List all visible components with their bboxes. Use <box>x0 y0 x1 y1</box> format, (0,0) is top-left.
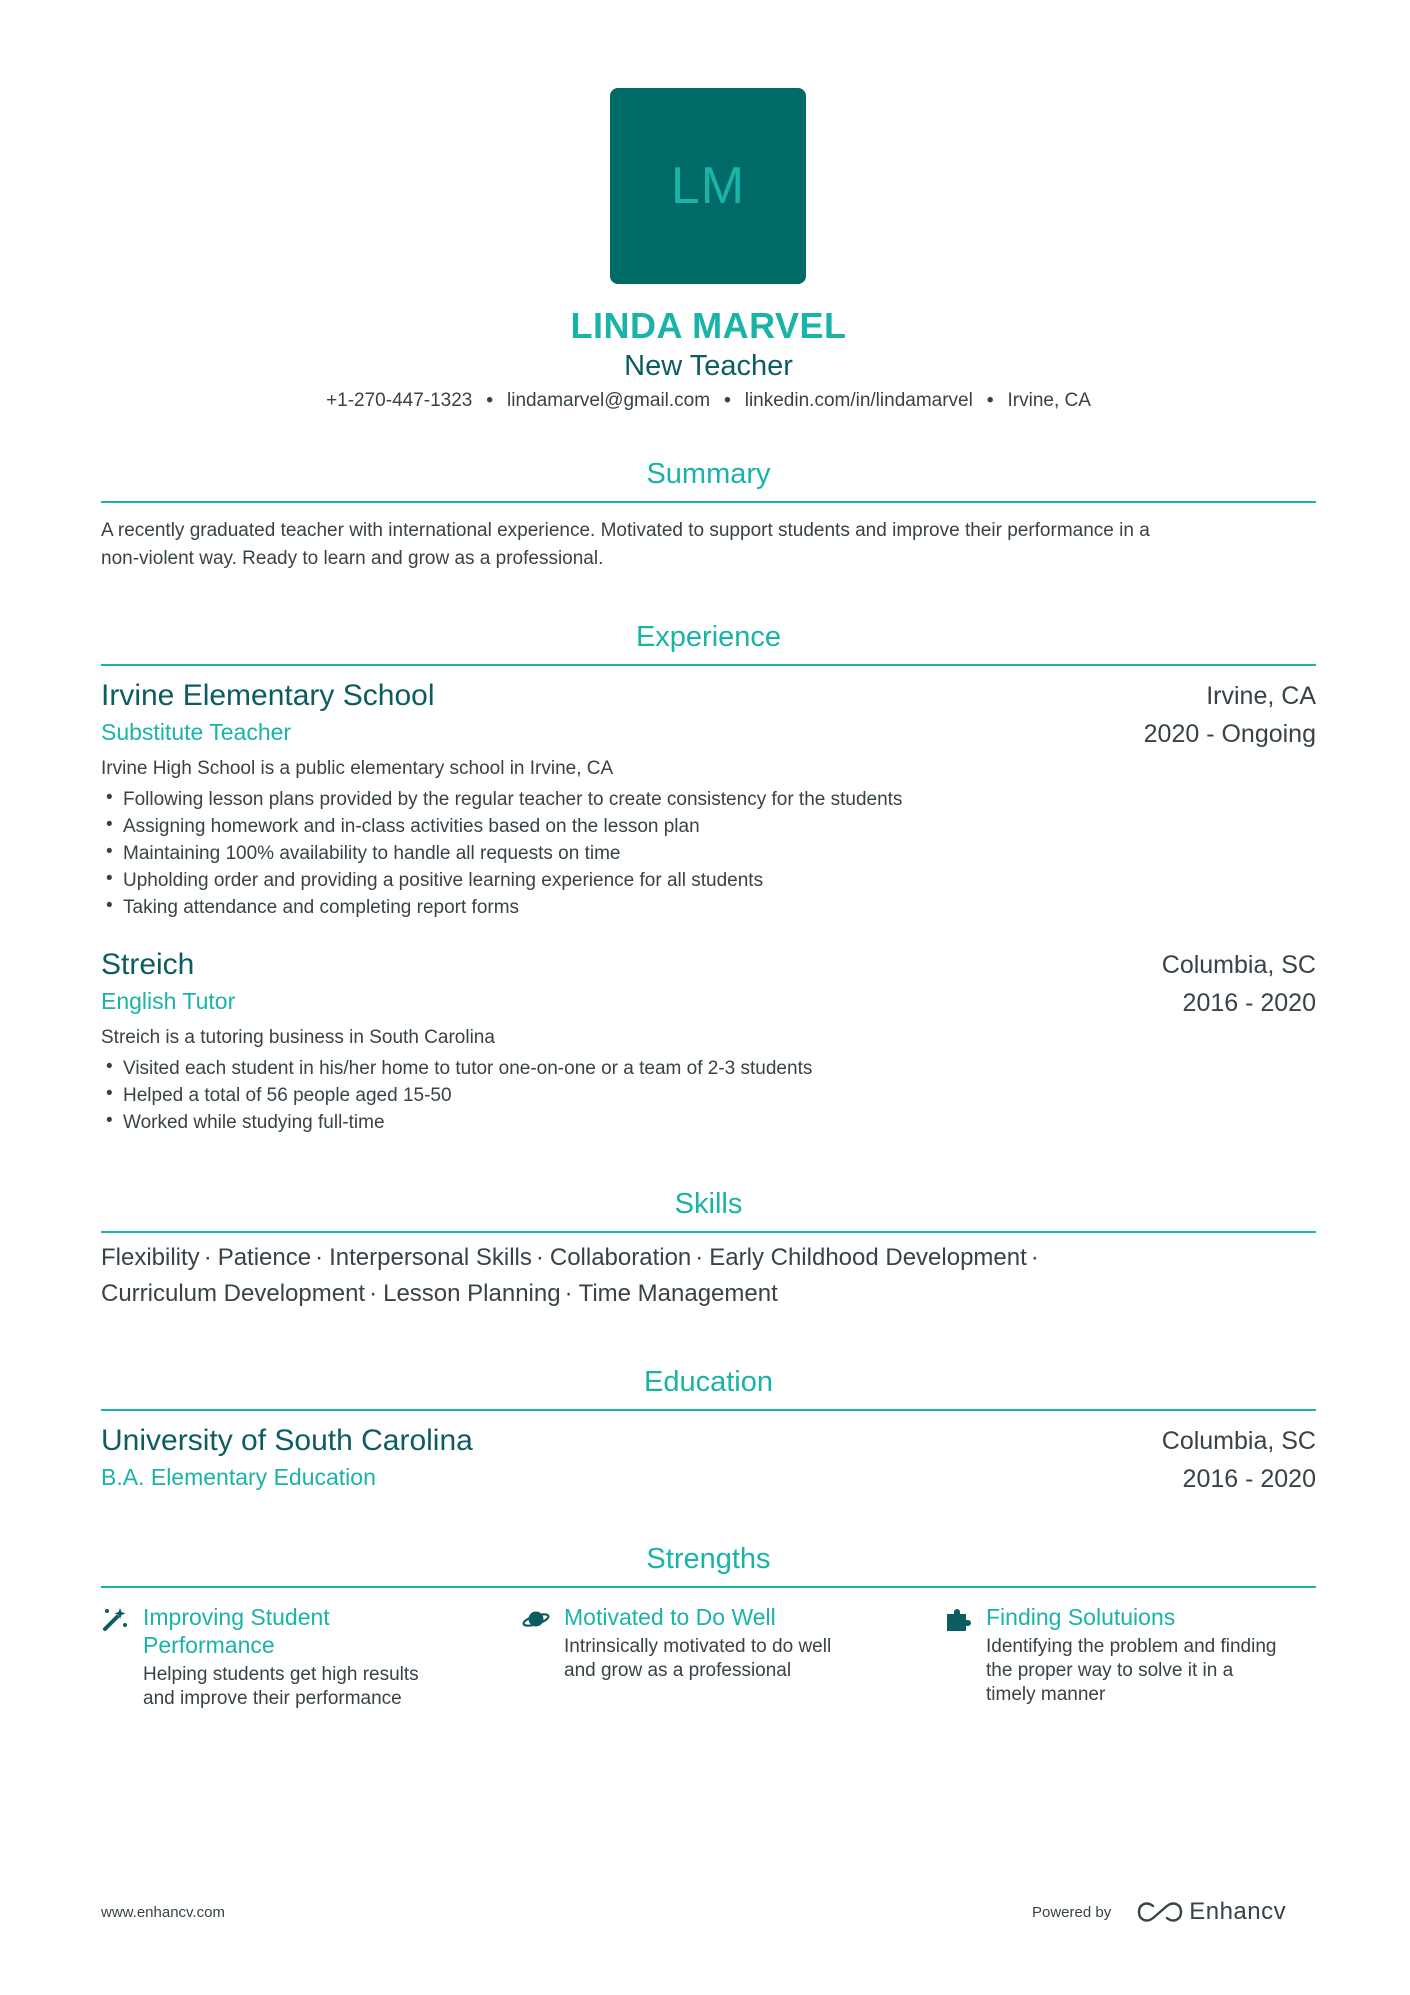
separator-dot: • <box>724 390 731 411</box>
strength-title <box>986 1603 1324 1631</box>
skill-separator: · <box>315 1244 324 1271</box>
job-location: Irvine, CA <box>1206 682 1316 710</box>
powered-by-label: Powered by <box>1032 1903 1112 1921</box>
strength-title-line: Improving Student <box>143 1604 330 1630</box>
skill-separator: · <box>203 1244 212 1271</box>
magic-wand-icon <box>101 1605 129 1633</box>
strength-desc-line: and grow as a professional <box>564 1660 792 1681</box>
section-divider <box>101 1586 1316 1588</box>
job-dates: 2020 - Ongoing <box>1143 720 1316 748</box>
strength-item <box>944 1603 1324 1707</box>
candidate-name: LINDA MARVEL <box>570 305 847 346</box>
strength-desc-line: and improve their performance <box>143 1688 402 1709</box>
bullet-item: • Visited each student in his/her home to tutor one-on-one or a team of 2-3 students <box>101 1055 1316 1082</box>
section-title-summary: Summary <box>646 458 771 490</box>
section-title-strengths: Strengths <box>646 1543 771 1575</box>
strength-desc-line: Intrinsically motivated to do well <box>564 1636 832 1657</box>
contact-line <box>0 390 1410 412</box>
school-location: Columbia, SC <box>1161 1427 1316 1455</box>
section-title-experience: Experience <box>635 621 782 653</box>
skill-tag: Time Management <box>578 1280 778 1307</box>
linkedin-link[interactable]: linkedin.com/in/lindamarvel <box>744 390 973 411</box>
skill-separator: · <box>695 1244 704 1271</box>
education-dates: 2016 - 2020 <box>1182 1465 1316 1493</box>
job-dates: 2016 - 2020 <box>1182 989 1316 1017</box>
strength-title-line: Motivated to Do Well <box>564 1604 776 1630</box>
summary-text <box>101 517 1316 573</box>
skill-tag: Early Childhood Development <box>709 1244 1027 1271</box>
bullet-item: • Assigning homework and in-class activities based on the lesson plan <box>101 813 1316 840</box>
job-role: English Tutor <box>101 988 236 1014</box>
bullet-item: • Maintaining 100% availability to handle all requests on time <box>101 840 1316 867</box>
education-entry <box>101 1423 1316 1495</box>
company-description: Irvine High School is a public elementary school in Irvine, CA <box>101 758 614 779</box>
skill-separator: · <box>535 1244 544 1271</box>
company-description: Streich is a tutoring business in South Carolina <box>101 1027 495 1048</box>
strength-title-line: Performance <box>143 1632 275 1658</box>
summary-line: non-violent way. Ready to learn and grow as a professional. <box>101 548 604 569</box>
bullet-list <box>101 1055 1316 1136</box>
footer-branding[interactable] <box>1032 1898 1286 1926</box>
bullet-item: • Upholding order and providing a positive learning experience for all students <box>101 867 1316 894</box>
strength-item <box>522 1603 902 1683</box>
planet-icon <box>522 1605 550 1633</box>
skill-tag: Curriculum Development <box>101 1280 366 1307</box>
location: Irvine, CA <box>1007 390 1091 411</box>
summary-line: A recently graduated teacher with international experience. Motivated to support students and improve their performance in a <box>101 520 1150 541</box>
strength-title-line: Finding Solutuions <box>986 1604 1176 1630</box>
section-title-skills: Skills <box>674 1188 743 1220</box>
skills-row <box>101 1240 1316 1276</box>
section-divider <box>101 1231 1316 1233</box>
strength-description <box>564 1635 902 1683</box>
section-title-education: Education <box>644 1366 773 1398</box>
skills-list <box>101 1240 1316 1312</box>
skill-tag: Lesson Planning <box>383 1280 561 1307</box>
school-name: University of South Carolina <box>101 1424 473 1457</box>
section-divider <box>101 1409 1316 1411</box>
separator-dot: • <box>486 390 494 411</box>
skills-row <box>101 1276 1316 1312</box>
strength-item <box>101 1603 481 1711</box>
candidate-title: New Teacher <box>624 350 793 382</box>
email-link[interactable]: lindamarvel@gmail.com <box>507 390 711 411</box>
job-role: Substitute Teacher <box>101 719 292 745</box>
footer-website-link[interactable]: www.enhancv.com <box>101 1904 225 1921</box>
bullet-item: • Taking attendance and completing report forms <box>101 894 1316 921</box>
strength-description <box>143 1663 481 1711</box>
puzzle-piece-icon <box>944 1605 972 1633</box>
experience-entry <box>101 678 1316 921</box>
skill-tag: Interpersonal Skills <box>329 1244 532 1271</box>
strength-desc-line: timely manner <box>986 1684 1106 1705</box>
strength-description <box>986 1635 1324 1707</box>
strength-title <box>143 1603 481 1659</box>
degree: B.A. Elementary Education <box>101 1464 376 1490</box>
skill-tag: Flexibility <box>101 1244 200 1271</box>
bullet-list <box>101 786 1316 921</box>
brand-name: Enhancv <box>1189 1898 1287 1925</box>
avatar-initials: LM <box>670 157 746 215</box>
skill-separator: · <box>1030 1244 1039 1271</box>
strength-desc-line: the proper way to solve it in a <box>986 1660 1234 1681</box>
enhancv-logo-icon <box>1137 1900 1183 1924</box>
phone[interactable]: +1-270-447-1323 <box>326 390 473 411</box>
strength-desc-line: Identifying the problem and finding <box>986 1636 1277 1657</box>
section-divider <box>101 501 1316 503</box>
company-name: Streich <box>101 948 195 981</box>
skill-tag: Collaboration <box>549 1244 692 1271</box>
strength-title <box>564 1603 902 1631</box>
avatar <box>610 88 806 284</box>
skill-separator: · <box>564 1280 573 1307</box>
section-divider <box>101 664 1316 666</box>
job-location: Columbia, SC <box>1161 951 1316 979</box>
skill-tag: Patience <box>217 1244 312 1271</box>
bullet-item: • Helped a total of 56 people aged 15-50 <box>101 1082 1316 1109</box>
company-name: Irvine Elementary School <box>101 679 435 712</box>
strength-desc-line: Helping students get high results <box>143 1664 419 1685</box>
experience-entry <box>101 947 1316 1136</box>
skill-separator: · <box>369 1280 378 1307</box>
bullet-item: • Following lesson plans provided by the regular teacher to create consistency for the students <box>101 786 1316 813</box>
bullet-item: • Worked while studying full-time <box>101 1109 1316 1136</box>
separator-dot: • <box>986 390 994 411</box>
